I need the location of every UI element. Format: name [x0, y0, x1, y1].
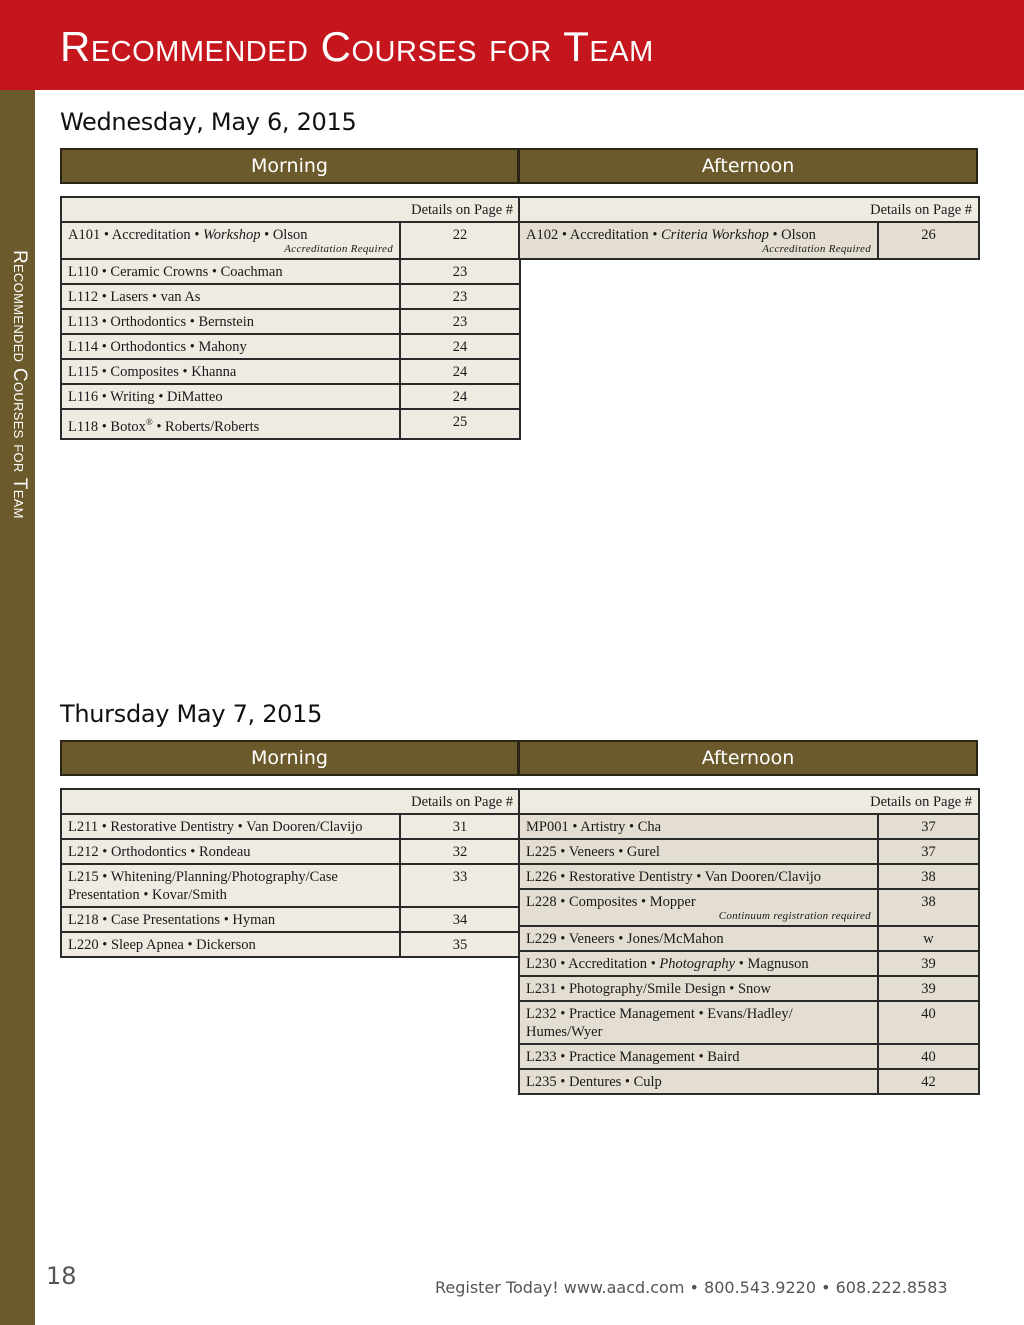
- course-speaker: Coachman: [220, 264, 283, 280]
- details-page-number: 24: [400, 334, 520, 359]
- course-speaker: Van Dooren/Clavijo: [246, 819, 363, 835]
- details-header: Details on Page #: [61, 197, 520, 222]
- details-page-number: 37: [878, 814, 979, 839]
- title-banner: [0, 0, 1024, 90]
- course-code: L115: [68, 364, 99, 380]
- course-speaker: Gurel: [626, 844, 660, 860]
- course-code: L110: [68, 264, 99, 280]
- course-speaker: Van Dooren/Clavijo: [704, 869, 822, 885]
- wednesday-morning-table: [60, 196, 521, 440]
- course-topic: Restorative Dentistry: [568, 869, 693, 885]
- course-row: [61, 907, 520, 932]
- course-row: [61, 932, 520, 957]
- course-row: [61, 334, 520, 359]
- course-speaker: Olson: [272, 227, 308, 243]
- course-code: L118: [68, 418, 99, 435]
- course-row: [61, 409, 520, 439]
- course-code: L229: [526, 931, 557, 947]
- course-topic: Practice Management: [568, 1049, 695, 1065]
- course-cell: MP001 • Artistry • Cha: [519, 814, 878, 839]
- course-code: L232: [526, 1006, 557, 1022]
- course-cell: L110 • Ceramic Crowns • Coachman: [61, 259, 400, 284]
- course-speaker: Mopper: [649, 894, 696, 910]
- course-code: L113: [68, 314, 99, 330]
- course-speaker: Dickerson: [196, 937, 256, 953]
- thursday-morning-bar: Morning: [60, 740, 519, 776]
- course-note: Accreditation Required: [284, 243, 393, 255]
- course-cell: L235 • Dentures • Culp: [519, 1069, 878, 1094]
- details-page-number: 40: [878, 1001, 979, 1044]
- course-topic: Sleep Apnea: [110, 937, 184, 953]
- course-cell: L220 • Sleep Apnea • Dickerson: [61, 932, 400, 957]
- details-page-number: 23: [400, 259, 520, 284]
- details-page-number: 40: [878, 1044, 979, 1069]
- course-speaker: van As: [160, 289, 201, 305]
- details-page-number: 23: [400, 309, 520, 334]
- course-topic: Whitening/Planning/Photography/Case Presentation: [68, 869, 338, 903]
- course-topic: Accreditation: [569, 227, 649, 243]
- details-page-number: 26: [878, 222, 979, 259]
- wednesday-morning-bar: Morning: [60, 148, 519, 184]
- course-row: [519, 864, 979, 889]
- course-row: [519, 814, 979, 839]
- details-page-number: 22: [400, 222, 520, 259]
- course-code: L228: [526, 894, 557, 910]
- course-row: [519, 1069, 979, 1094]
- side-tab-label: Recommended Courses for Team: [9, 250, 30, 519]
- course-cell: L115 • Composites • Khanna: [61, 359, 400, 384]
- course-cell: L212 • Orthodontics • Rondeau: [61, 839, 400, 864]
- course-code: A101: [68, 227, 101, 243]
- details-page-number: 24: [400, 384, 520, 409]
- course-speaker: Olson: [781, 227, 816, 243]
- course-row: [519, 1001, 979, 1044]
- course-code: L218: [68, 912, 99, 928]
- course-code: L114: [68, 339, 99, 355]
- details-page-number: 37: [878, 839, 979, 864]
- course-row: [61, 839, 520, 864]
- course-cell: L232 • Practice Management • Evans/Hadley/ Humes/Wyer: [519, 1001, 878, 1044]
- course-cell: L226 • Restorative Dentistry • Van Dooren/Clavijo: [519, 864, 878, 889]
- details-header: Details on Page #: [519, 789, 979, 814]
- course-format: Criteria Workshop: [661, 227, 769, 243]
- course-topic: Botox: [110, 418, 146, 435]
- course-row: [61, 359, 520, 384]
- course-speaker: Roberts/Roberts: [165, 418, 260, 435]
- details-page-number: 33: [400, 864, 520, 907]
- course-speaker: Hyman: [232, 912, 276, 928]
- details-page-number: 24: [400, 359, 520, 384]
- thursday-afternoon-table: [518, 788, 980, 1095]
- footer-contact: Register Today! www.aacd.com • 800.543.9220 • 608.222.8583: [435, 1278, 948, 1297]
- course-topic: Writing: [110, 389, 155, 405]
- table-header-row: [519, 789, 979, 814]
- course-cell: L113 • Orthodontics • Bernstein: [61, 309, 400, 334]
- details-page-number: 38: [878, 889, 979, 926]
- course-speaker: Snow: [737, 981, 771, 997]
- course-code: L225: [526, 844, 557, 860]
- details-page-number: 23: [400, 284, 520, 309]
- course-code: L215: [68, 869, 99, 885]
- thursday-morning-table: [60, 788, 521, 958]
- course-speaker: DiMatteo: [167, 389, 223, 405]
- details-page-number: w: [878, 926, 979, 951]
- course-row: [519, 926, 979, 951]
- course-format: Photography: [659, 956, 736, 972]
- registered-mark: ®: [145, 417, 153, 427]
- course-topic: Artistry: [580, 819, 626, 835]
- course-speaker: Cha: [637, 819, 662, 835]
- course-code: L230: [526, 956, 557, 972]
- course-topic: Composites: [110, 364, 179, 380]
- page-title: Recommended Courses for Team: [60, 23, 654, 70]
- course-topic: Case Presentations: [110, 912, 221, 928]
- course-cell: L228 • Composites • Mopper Continuum registration required: [519, 889, 878, 926]
- course-note: Continuum registration required: [718, 910, 871, 922]
- course-speaker: Magnuson: [747, 956, 809, 972]
- course-topic: Practice Management: [568, 1006, 695, 1022]
- course-speaker: Jones/McMahon: [626, 931, 724, 947]
- course-cell: L230 • Accreditation • Photography • Magnuson: [519, 951, 878, 976]
- details-page-number: 31: [400, 814, 520, 839]
- course-code: L226: [526, 869, 557, 885]
- course-row: [519, 839, 979, 864]
- course-row: [519, 222, 979, 259]
- course-topic: Composites: [568, 894, 638, 910]
- course-cell: L229 • Veneers • Jones/McMahon: [519, 926, 878, 951]
- course-topic: Dentures: [568, 1074, 622, 1090]
- course-code: A102: [526, 227, 559, 243]
- details-page-number: 42: [878, 1069, 979, 1094]
- course-row: [61, 259, 520, 284]
- details-header: Details on Page #: [519, 197, 979, 222]
- details-page-number: 34: [400, 907, 520, 932]
- course-cell: L211 • Restorative Dentistry • Van Dooren/Clavijo: [61, 814, 400, 839]
- table-header-row: [61, 789, 520, 814]
- course-topic: Veneers: [568, 931, 615, 947]
- course-topic: Ceramic Crowns: [110, 264, 209, 280]
- course-speaker: Rondeau: [198, 844, 251, 860]
- course-cell: L233 • Practice Management • Baird: [519, 1044, 878, 1069]
- course-topic: Lasers: [110, 289, 149, 305]
- course-topic: Accreditation: [568, 956, 648, 972]
- course-speaker: Evans/Hadley/ Humes/Wyer: [526, 1006, 793, 1040]
- details-page-number: 32: [400, 839, 520, 864]
- course-speaker: Kovar/Smith: [152, 887, 227, 903]
- course-cell: L225 • Veneers • Gurel: [519, 839, 878, 864]
- course-code: L231: [526, 981, 557, 997]
- course-row: [61, 814, 520, 839]
- course-row: [61, 284, 520, 309]
- course-cell: L112 • Lasers • van As: [61, 284, 400, 309]
- wednesday-heading: Wednesday, May 6, 2015: [60, 108, 357, 136]
- course-speaker: Khanna: [191, 364, 237, 380]
- course-topic: Accreditation: [111, 227, 191, 243]
- course-row: [519, 951, 979, 976]
- details-header: Details on Page #: [61, 789, 520, 814]
- table-header-row: [61, 197, 520, 222]
- course-row: [61, 864, 520, 907]
- details-page-number: 25: [400, 409, 520, 439]
- course-code: L220: [68, 937, 99, 953]
- thursday-afternoon-bar: Afternoon: [518, 740, 978, 776]
- course-cell: A101 • Accreditation • Workshop • Olson Accreditation Required: [61, 222, 400, 259]
- course-row: [61, 309, 520, 334]
- course-cell: A102 • Accreditation • Criteria Workshop • Olson Accreditation Required: [519, 222, 878, 259]
- page-number: 18: [46, 1262, 77, 1290]
- course-row: [519, 976, 979, 1001]
- course-speaker: Mahony: [198, 339, 247, 355]
- course-row: [61, 384, 520, 409]
- course-speaker: Bernstein: [198, 314, 255, 330]
- course-row: [519, 889, 979, 926]
- course-row: [519, 1044, 979, 1069]
- course-cell: L114 • Orthodontics • Mahony: [61, 334, 400, 359]
- course-cell: L218 • Case Presentations • Hyman: [61, 907, 400, 932]
- course-row: [61, 222, 520, 259]
- details-page-number: 39: [878, 951, 979, 976]
- course-topic: Orthodontics: [110, 339, 187, 355]
- course-code: L211: [68, 819, 99, 835]
- course-code: L235: [526, 1074, 557, 1090]
- course-topic: Orthodontics: [110, 314, 187, 330]
- wednesday-afternoon-bar: Afternoon: [518, 148, 978, 184]
- course-code: L116: [68, 389, 99, 405]
- wednesday-afternoon-table: [518, 196, 980, 260]
- course-code: L212: [68, 844, 99, 860]
- details-page-number: 39: [878, 976, 979, 1001]
- course-code: MP001: [526, 819, 569, 835]
- course-cell: L231 • Photography/Smile Design • Snow: [519, 976, 878, 1001]
- details-page-number: 35: [400, 932, 520, 957]
- course-cell: L215 • Whitening/Planning/Photography/Case Presentation • Kovar/Smith: [61, 864, 400, 907]
- side-tab: [0, 90, 35, 1325]
- course-cell: L116 • Writing • DiMatteo: [61, 384, 400, 409]
- course-format: Workshop: [203, 227, 261, 243]
- course-cell: L118 • Botox® • Roberts/Roberts: [61, 409, 400, 439]
- course-speaker: Baird: [707, 1049, 740, 1065]
- course-code: L233: [526, 1049, 557, 1065]
- course-topic: Restorative Dentistry: [110, 819, 235, 835]
- course-topic: Orthodontics: [110, 844, 187, 860]
- thursday-heading: Thursday May 7, 2015: [60, 700, 323, 728]
- course-topic: Photography/Smile Design: [568, 981, 726, 997]
- table-header-row: [519, 197, 979, 222]
- course-speaker: Culp: [633, 1074, 662, 1090]
- course-code: L112: [68, 289, 99, 305]
- course-note: Accreditation Required: [762, 243, 871, 255]
- course-topic: Veneers: [568, 844, 615, 860]
- details-page-number: 38: [878, 864, 979, 889]
